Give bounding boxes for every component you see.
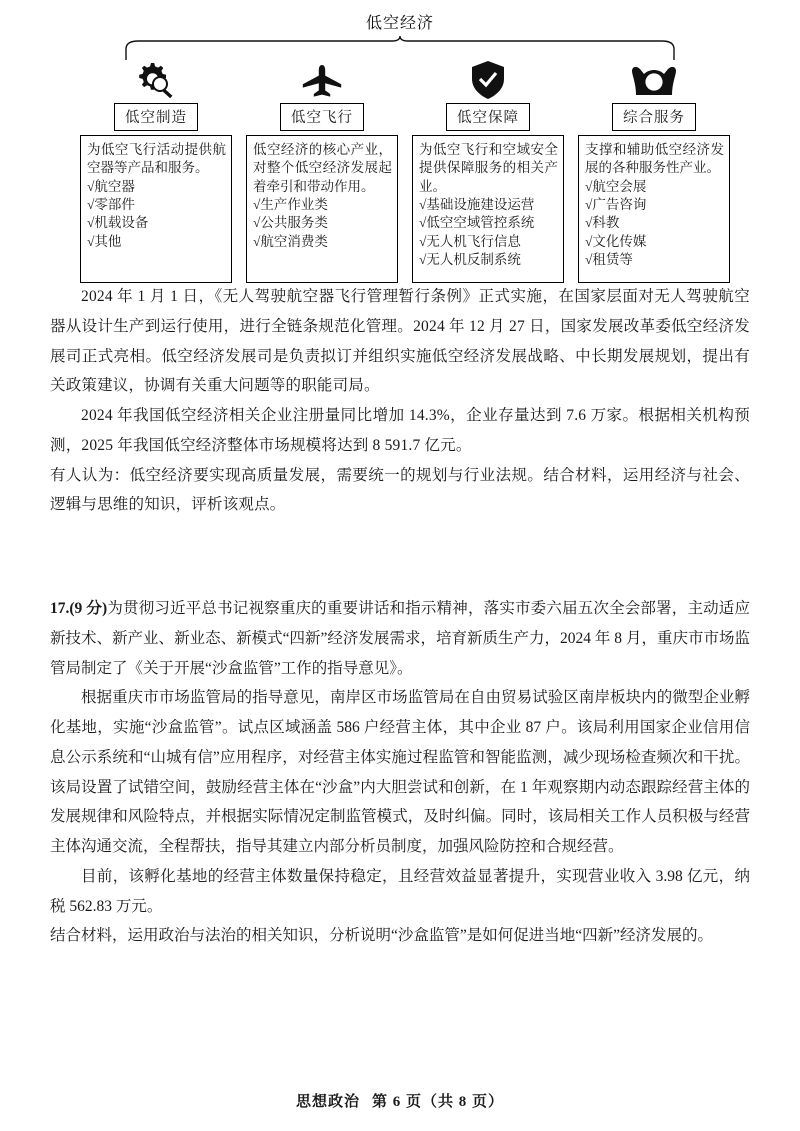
question-17-paragraph-3: 目前，该孵化基地的经营主体数量保持稳定，且经营效益显著提升，实现营业收入 3.98 亿元，纳税 562.83 万元。 <box>50 867 750 915</box>
material-text <box>50 282 750 520</box>
diagram-body-manufacturing <box>80 135 232 283</box>
diagram-item: √航空消费类 <box>253 233 328 249</box>
diagram-intro-services: 支撑和辅助低空经济发展的各种服务性产业。 <box>585 142 724 176</box>
diagram-columns <box>70 61 730 283</box>
diagram-item: √文化传媒 <box>585 233 647 249</box>
gear-magnifier-icon <box>133 61 179 101</box>
diagram-head-flight: 低空飞行 <box>280 103 364 131</box>
diagram-title: 低空经济 <box>365 15 434 32</box>
diagram-item: √租赁等 <box>585 252 633 268</box>
diagram-item: √其他 <box>87 233 122 249</box>
diagram-item: √广告咨询 <box>585 197 647 213</box>
diagram-head-manufacturing: 低空制造 <box>114 103 198 131</box>
diagram-column-support <box>412 61 564 283</box>
diagram-column-manufacturing <box>80 61 232 283</box>
person-service-icon <box>628 61 680 101</box>
diagram-body-flight <box>246 135 398 283</box>
brace-icon <box>120 35 680 61</box>
diagram-intro-support: 为低空飞行和空域安全提供保障服务的相关产业。 <box>419 142 558 194</box>
diagram-item: √无人机飞行信息 <box>419 233 521 249</box>
diagram-item: √航空会展 <box>585 178 647 194</box>
diagram-column-flight <box>246 61 398 283</box>
diagram-item: √科教 <box>585 215 620 231</box>
question-17-prompt: 结合材料，运用政治与法治的相关知识，分析说明“沙盒监管”是如何促进当地“四新”经济发展的。 <box>50 927 714 945</box>
question-17-paragraph-1: 为贯彻习近平总书记视察重庆的重要讲话和指示精神，落实市委六届五次全会部署，主动适应新技术、新产业、新业态、新模式“四新”经济发展需求，培育新质生产力，2024 年 8 月，重庆市市场监管局制定了《关于开展“沙盒监管”工作的指导意见》。 <box>50 600 750 677</box>
diagram-item: √低空空域管控系统 <box>419 215 535 231</box>
diagram-column-services <box>578 61 730 283</box>
diagram-body-support <box>412 135 564 283</box>
question-17-paragraph-2: 根据重庆市市场监管局的指导意见，南岸区市场监管局在自由贸易试验区南岸板块内的微型企业孵化基地，实施“沙盒监管”。试点区域涵盖 586 户经营主体，其中企业 87 户。该局利用国家企业信用信息公示系统和“山城有信”应用程序，对经营主体实施过程监管和智能监测，减少现场检查频次和干扰。该局设置了试错空间，鼓励经营主体在“沙盒”内大胆尝试和创新，在 1 年观察期内动态跟踪经营主体的发展规律和风险特点，并根据实际情况定制监管模式，及时纠偏。同时，该局相关工作人员积极与经营主体沟通交流，全程帮扶，指导其建立内部分析员制度，加强风险防控和合规经营。 <box>50 689 750 855</box>
diagram-head-support: 低空保障 <box>446 103 530 131</box>
diagram-intro-flight: 低空经济的核心产业，对整个低空经济发展起着牵引和带动作用。 <box>253 142 392 194</box>
shield-check-icon <box>468 61 508 101</box>
question-17 <box>50 594 750 951</box>
low-altitude-economy-diagram <box>50 0 750 272</box>
airplane-icon <box>298 61 346 101</box>
diagram-item: √机载设备 <box>87 215 149 231</box>
diagram-item: √基础设施建设运营 <box>419 197 535 213</box>
diagram-body-services <box>578 135 730 283</box>
diagram-item: √航空器 <box>87 178 135 194</box>
footer-subject: 思想政治 <box>295 1094 360 1110</box>
diagram-head-services: 综合服务 <box>612 103 696 131</box>
page-footer <box>0 1090 800 1111</box>
diagram-item: √零部件 <box>87 197 135 213</box>
diagram-item: √生产作业类 <box>253 197 328 213</box>
question-17-score: (9 分) <box>69 600 108 617</box>
diagram-intro-manufacturing: 为低空飞行活动提供航空器等产品和服务。 <box>87 142 226 176</box>
spacer <box>0 520 800 594</box>
material-question-prompt: 有人认为：低空经济要实现高质量发展，需要统一的规划与行业法规。结合材料，运用经济与社会、逻辑与思维的知识，评析该观点。 <box>50 466 750 514</box>
diagram-item: √公共服务类 <box>253 215 328 231</box>
question-17-number: 17. <box>50 600 70 617</box>
material-paragraph-1: 2024 年 1 月 1 日，《无人驾驶航空器飞行管理暂行条例》正式实施，在国家层面对无人驾驶航空器从设计生产到运行使用，进行全链条规范化管理。2024 年 12 月 27 日，国家发展改革委低空经济发展司正式亮相。低空经济发展司是负责拟订并组织实施低空经济发展战略、中长期发展规划，提出有关政策建议，协调有关重大问题等的职能司局。 <box>50 288 750 395</box>
diagram-item: √无人机反制系统 <box>419 252 521 268</box>
material-paragraph-2: 2024 年我国低空经济相关企业注册量同比增加 14.3%，企业存量达到 7.6 万家。根据相关机构预测，2025 年我国低空经济整体市场规模将达到 8 591.7 亿元。 <box>50 407 750 454</box>
diagram-brace <box>120 35 680 61</box>
question-17-stem <box>50 594 750 683</box>
footer-page-number: 第 6 页（共 8 页） <box>372 1094 505 1110</box>
